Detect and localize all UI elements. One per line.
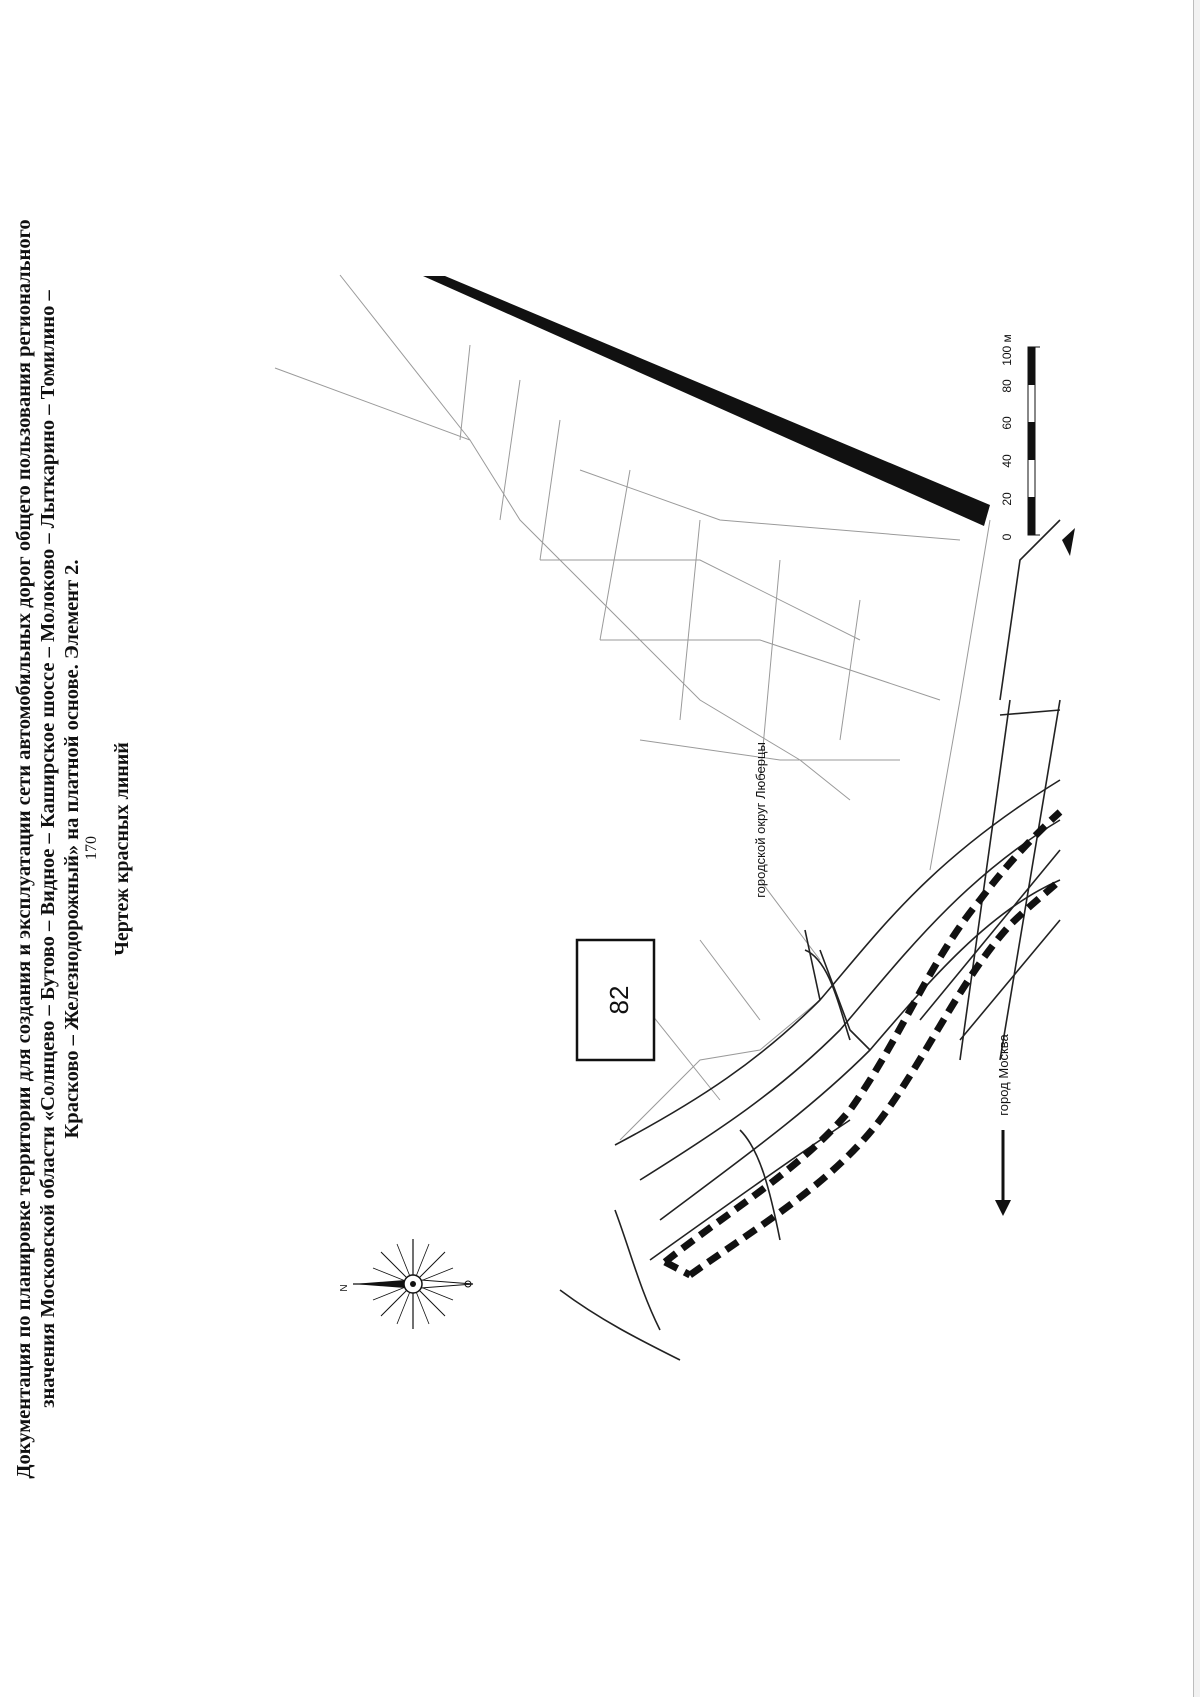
scale-tick-20: 20 (1000, 492, 1014, 506)
sheet-number: 82 (604, 985, 634, 1015)
title-line-3: Красково – Железнодорожный» на платной основе. Элемент 2. (61, 559, 83, 1139)
scale-tick-0: 0 (1000, 533, 1014, 541)
direction-arrow-head (995, 1200, 1011, 1216)
title-line-1: Документация по планировке территории для создания и эксплуатации сети автомобильных дорог общего пользования регионального (13, 219, 35, 1479)
page-number: 170 (83, 836, 100, 860)
scale-tick-60: 60 (1000, 416, 1014, 430)
scale-tick-40: 40 (1000, 454, 1014, 468)
scale-tick-80: 80 (1000, 379, 1014, 393)
compass-rose-icon (339, 1239, 473, 1329)
scale-bar (1000, 334, 1040, 540)
title-line-2: значения Московской области «Солнцево – Бутово – Видное – Каширское шоссе – Молоково – Лыткарино – Томилино – (37, 290, 59, 1408)
direction-label: город Москва (996, 1034, 1011, 1116)
boundary-strip (423, 276, 990, 526)
district-label: городской округ Люберцы (753, 742, 768, 898)
edge-marker-icon (1062, 528, 1075, 556)
compass-north-label: N (339, 1284, 350, 1292)
scale-tick-100: 100 м (1000, 334, 1014, 366)
drawing-subtitle: Чертеж красных линий (111, 742, 133, 956)
